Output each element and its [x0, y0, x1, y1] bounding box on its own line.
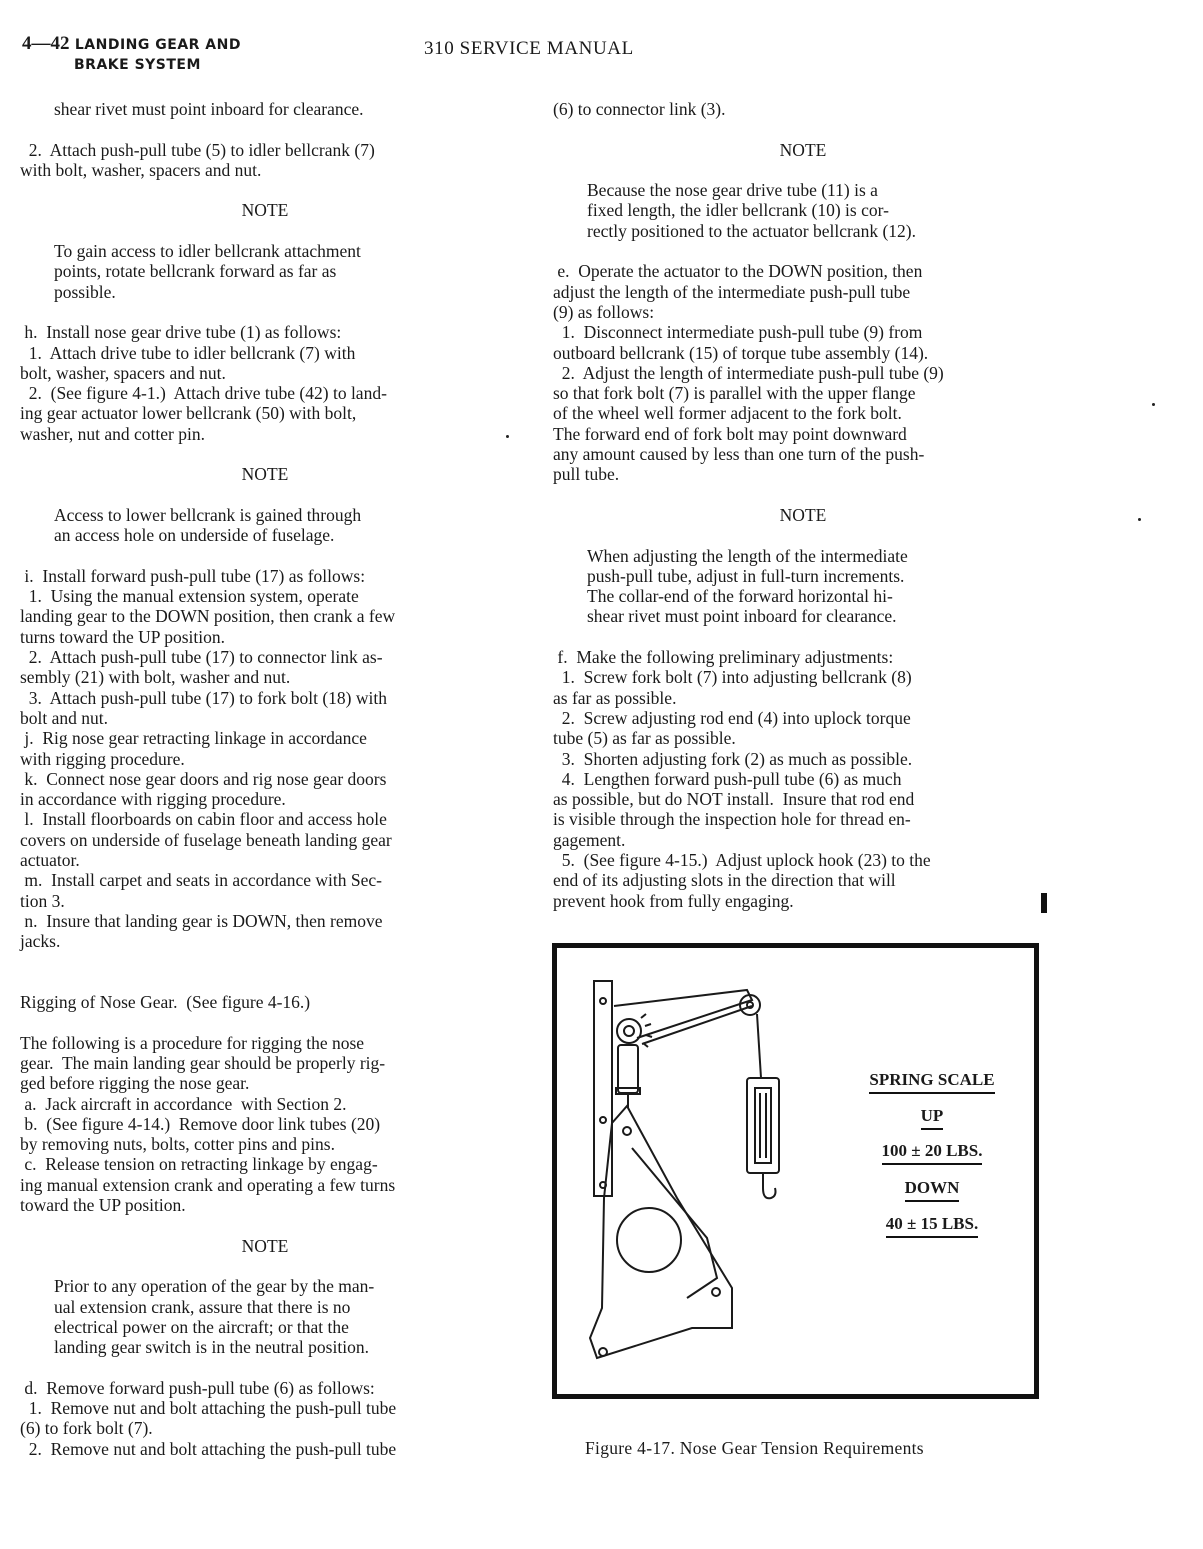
text-line: l. Install floorboards on cabin floor and access hole — [20, 809, 387, 830]
right-column — [553, 99, 1053, 911]
wheel-opening — [617, 1208, 681, 1272]
spacer — [20, 1357, 510, 1377]
spacer — [20, 1256, 510, 1276]
text-line: 3. Shorten adjusting fork (2) as much as possible. — [553, 748, 913, 769]
text-line: by removing nuts, bolts, cotter pins and pins. — [20, 1134, 335, 1155]
text-line: f. Make the following preliminary adjustments: — [553, 647, 894, 668]
text-line: sembly (21) with bolt, washer and nut. — [20, 667, 291, 688]
spacer — [20, 302, 510, 322]
text-line: in accordance with rigging procedure. — [20, 789, 286, 810]
text-line: m. Install carpet and seats in accordance with Sec- — [20, 870, 383, 891]
scan-mark — [506, 435, 509, 438]
section-title-line1: LANDING GEAR AND — [74, 37, 241, 53]
text-line: points, rotate bellcrank forward as far as — [54, 261, 337, 282]
text-line: a. Jack aircraft in accordance with Section 2. — [20, 1093, 347, 1114]
text-line: n. Insure that landing gear is DOWN, then remove — [20, 910, 383, 931]
text-line: tion 3. — [20, 890, 65, 911]
scan-mark — [1152, 403, 1155, 406]
text-line: washer, nut and cotter pin. — [20, 423, 205, 444]
fork-bolt — [618, 1045, 638, 1093]
text-line: with bolt, washer, spacers and nut. — [20, 159, 262, 180]
text-line: 1. Attach drive tube to idler bellcrank (7) with — [20, 342, 356, 363]
text-line: 4. Lengthen forward push-pull tube (6) as much — [553, 768, 902, 789]
up-label: UP — [921, 1106, 944, 1130]
text-line: ing gear actuator lower bellcrank (50) with bolt, — [20, 403, 357, 424]
spacer — [20, 485, 510, 505]
text-line: ing manual extension crank and operating a few turns — [20, 1174, 396, 1195]
text-line: d. Remove forward push-pull tube (6) as follows: — [20, 1377, 375, 1398]
text-line: any amount caused by less than one turn of the push- — [553, 444, 925, 465]
text-line: shear rivet must point inboard for clearance. — [54, 99, 364, 119]
note-heading: NOTE — [779, 139, 827, 160]
down-label: DOWN — [905, 1178, 960, 1202]
text-line: shear rivet must point inboard for clearance. — [587, 606, 897, 627]
text-line: prevent hook from fully engaging. — [553, 890, 794, 911]
text-line: Because the nose gear drive tube (11) is a — [587, 180, 878, 201]
spacer — [20, 972, 510, 992]
text-line: bolt and nut. — [20, 707, 108, 728]
text-line: toward the UP position. — [20, 1195, 186, 1216]
text-line: (9) as follows: — [553, 301, 655, 322]
text-line: adjust the length of the intermediate push-pull tube — [553, 281, 911, 302]
text-line: 1. Remove nut and bolt attaching the push-pull tube — [20, 1398, 397, 1418]
spacer — [20, 119, 510, 139]
text-line: To gain access to idler bellcrank attachment — [54, 241, 361, 262]
scale-cable — [757, 1014, 761, 1078]
text-line: 3. Attach push-pull tube (17) to fork bolt (18) with — [20, 687, 387, 708]
figure-caption: Figure 4-17. Nose Gear Tension Requirements — [585, 1438, 924, 1458]
mounting-bar — [594, 981, 612, 1196]
spacer — [20, 546, 510, 566]
text-line: When adjusting the length of the intermediate — [587, 545, 908, 566]
note-heading: NOTE — [241, 464, 289, 485]
spacer — [20, 1215, 510, 1235]
text-line: actuator. — [20, 849, 80, 870]
text-line: fixed length, the idler bellcrank (10) is cor- — [587, 200, 889, 221]
text-line: landing gear to the DOWN position, then crank a few — [20, 606, 396, 627]
text-line: (6) to connector link (3). — [553, 99, 726, 119]
text-line: h. Install nose gear drive tube (1) as follows: — [20, 322, 342, 343]
text-line: c. Release tension on retracting linkage by engag- — [20, 1154, 378, 1175]
text-line: rectly positioned to the actuator bellcrank (12). — [587, 220, 916, 241]
up-value: 100 ± 20 LBS. — [882, 1141, 983, 1165]
text-line: 1. Screw fork bolt (7) into adjusting bellcrank (8) — [553, 667, 912, 688]
text-line: outboard bellcrank (15) of torque tube assembly (14). — [553, 342, 929, 363]
text-line: so that fork bolt (7) is parallel with the upper flange — [553, 383, 916, 404]
text-line: gagement. — [553, 829, 626, 850]
spring-scale-label: SPRING SCALE — [869, 1070, 994, 1094]
text-line: 1. Disconnect intermediate push-pull tube (9) from — [553, 322, 923, 343]
section-header — [22, 34, 241, 75]
text-line: end of its adjusting slots in the direction that will — [553, 870, 896, 891]
text-line: Access to lower bellcrank is gained through — [54, 504, 362, 525]
text-line: electrical power on the aircraft; or that the — [54, 1316, 349, 1337]
left-column — [20, 99, 510, 1459]
text-line: j. Rig nose gear retracting linkage in accordance — [20, 728, 367, 749]
text-line: possible. — [54, 281, 116, 302]
text-line: push-pull tube, adjust in full-turn increments. — [587, 565, 905, 586]
scan-mark — [1138, 518, 1141, 521]
section-title-line2: BRAKE SYSTEM — [74, 57, 201, 73]
manual-title: 310 SERVICE MANUAL — [424, 38, 634, 59]
text-line: The collar-end of the forward horizontal hi- — [587, 586, 893, 607]
text-line: b. (See figure 4-14.) Remove door link tubes (20) — [20, 1113, 381, 1134]
text-line: i. Install forward push-pull tube (17) as follows: — [20, 565, 366, 586]
text-line: tube (5) as far as possible. — [553, 728, 736, 749]
spacer — [553, 627, 1053, 647]
text-line: gear. The main landing gear should be properly rig- — [20, 1052, 386, 1073]
change-bar — [1041, 893, 1047, 913]
spring-scale — [747, 1078, 779, 1173]
gear-sector — [617, 1019, 641, 1043]
text-line: ged before rigging the nose gear. — [20, 1073, 250, 1094]
down-value: 40 ± 15 LBS. — [886, 1214, 978, 1238]
text-line: ual extension crank, assure that there is no — [54, 1296, 351, 1317]
text-line: as far as possible. — [553, 687, 677, 708]
text-line: as possible, but do NOT install. Insure that rod end — [553, 789, 915, 810]
text-line: landing gear switch is in the neutral position. — [54, 1337, 369, 1358]
spacer — [20, 1012, 510, 1032]
note-heading: NOTE — [779, 504, 827, 525]
scale-hook — [763, 1173, 776, 1198]
text-line: is visible through the inspection hole for thread en- — [553, 809, 911, 830]
text-line: 2. Screw adjusting rod end (4) into uplock torque — [553, 707, 911, 728]
nose-gear-diagram — [557, 948, 1034, 1394]
text-line: of the wheel well former adjacent to the fork bolt. — [553, 403, 902, 424]
text-line: with rigging procedure. — [20, 748, 185, 769]
spacer — [553, 241, 1053, 261]
spacer — [20, 444, 510, 464]
text-line: 1. Using the manual extension system, operate — [20, 586, 359, 607]
section-number: 4—42 — [22, 33, 70, 54]
text-line: turns toward the UP position. — [20, 626, 225, 647]
note-heading: NOTE — [241, 1235, 289, 1256]
text-line: pull tube. — [553, 464, 620, 485]
text-line: jacks. — [20, 931, 61, 952]
spacer — [20, 951, 510, 971]
text-line: k. Connect nose gear doors and rig nose gear doors — [20, 768, 387, 789]
text-line: e. Operate the actuator to the DOWN position, then — [553, 261, 923, 282]
text-line: Rigging of Nose Gear. (See figure 4-16.) — [20, 992, 311, 1013]
text-line: 5. (See figure 4-15.) Adjust uplock hook (23) to the — [553, 849, 931, 870]
spacer — [553, 485, 1053, 505]
spacer — [20, 180, 510, 200]
spacer — [553, 525, 1053, 545]
spacer — [553, 160, 1053, 180]
spacer — [553, 119, 1053, 139]
text-line: 2. Attach push-pull tube (17) to connector link as- — [20, 647, 383, 668]
text-line: bolt, washer, spacers and nut. — [20, 362, 226, 383]
text-line: covers on underside of fuselage beneath landing gear — [20, 829, 392, 850]
text-line: Prior to any operation of the gear by the man- — [54, 1276, 375, 1297]
text-line: 2. Adjust the length of intermediate push-pull tube (9) — [553, 362, 944, 383]
text-line: an access hole on underside of fuselage. — [54, 525, 335, 546]
text-line: The forward end of fork bolt may point downward — [553, 423, 907, 444]
spacer — [20, 221, 510, 241]
figure-nose-gear-tension — [552, 943, 1039, 1399]
text-line: 2. (See figure 4-1.) Attach drive tube (42) to land- — [20, 383, 387, 404]
text-line: (6) to fork bolt (7). — [20, 1418, 153, 1439]
note-heading: NOTE — [241, 200, 289, 221]
text-line: 2. Remove nut and bolt attaching the push-pull tube — [20, 1438, 397, 1459]
text-line: 2. Attach push-pull tube (5) to idler bellcrank (7) — [20, 139, 375, 160]
text-line: The following is a procedure for rigging the nose — [20, 1032, 365, 1053]
